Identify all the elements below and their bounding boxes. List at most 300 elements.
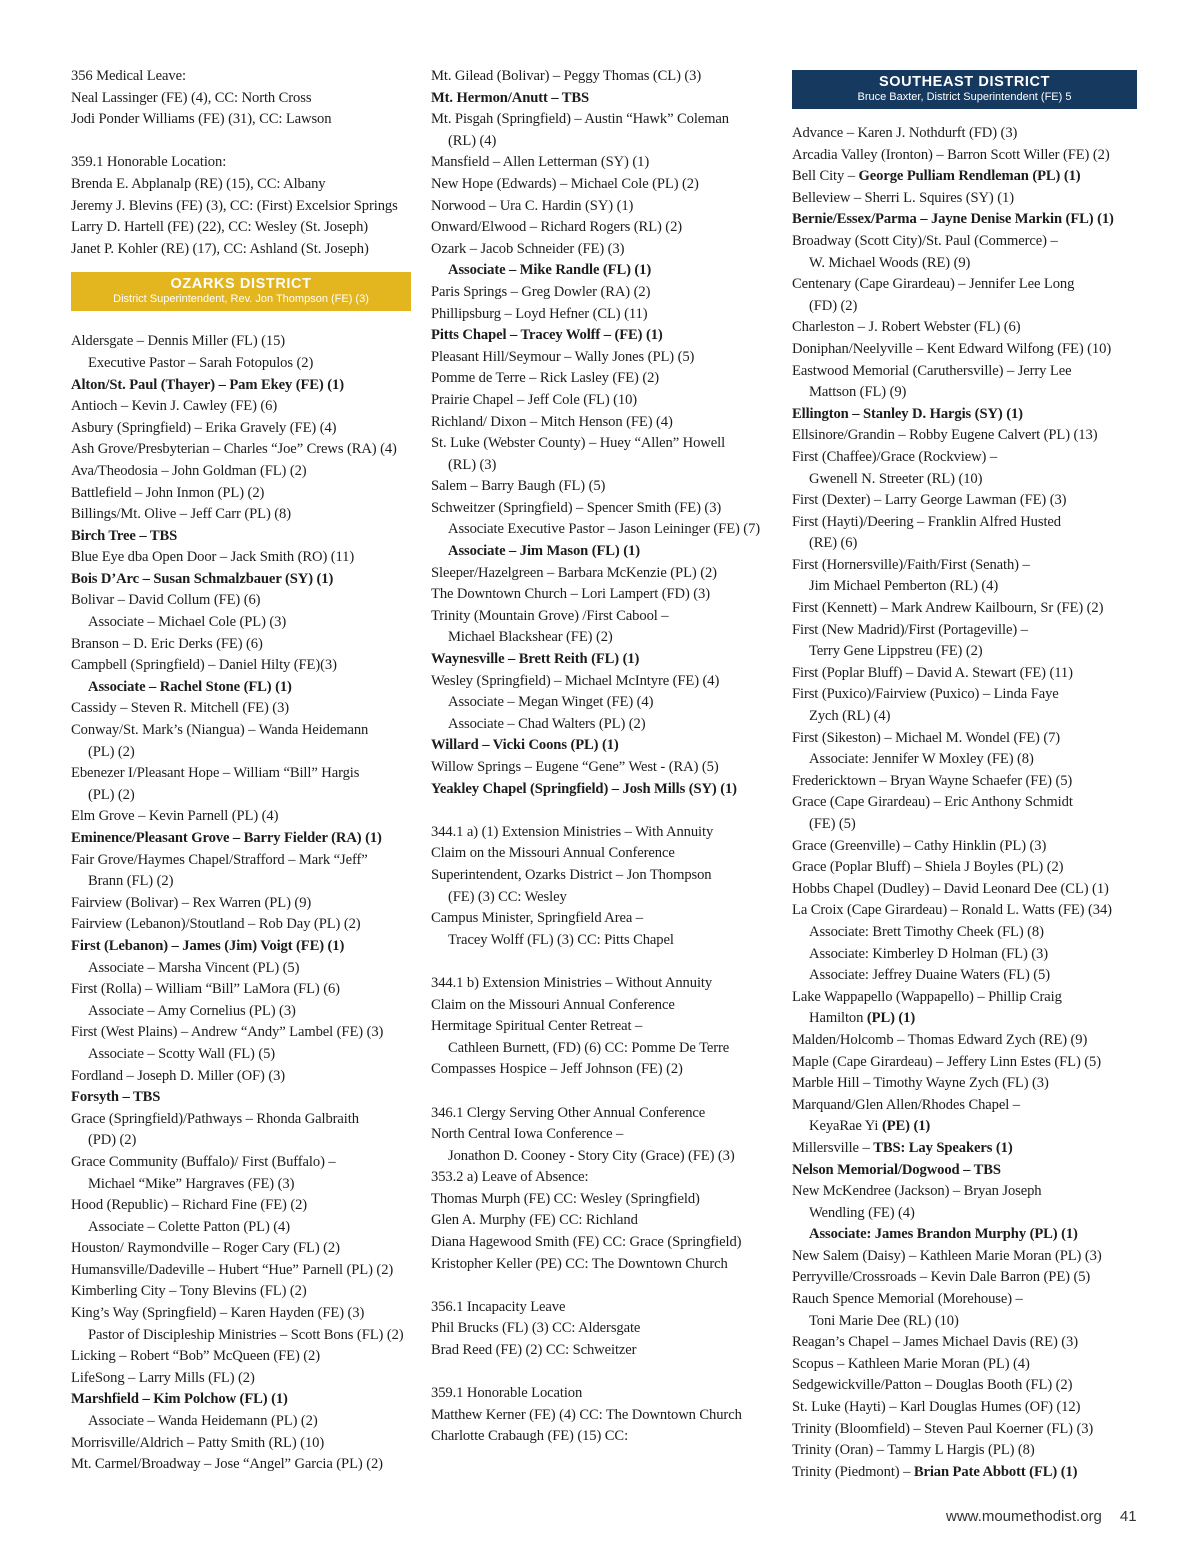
appointment-line bbox=[431, 1210, 776, 1232]
appointment-text: Superintendent, Ozarks District – Jon Thompson bbox=[431, 866, 712, 883]
appointment-text: Antioch – Kevin J. Cawley (FE) (6) bbox=[71, 398, 278, 415]
appointment-text: Thomas Murph (FE) CC: Wesley (Springfield) bbox=[431, 1190, 700, 1207]
appointment-line bbox=[71, 720, 411, 742]
appointment-continuation bbox=[71, 1001, 411, 1023]
appointment-bold-text: George Pulliam Rendleman (PL) (1) bbox=[858, 168, 1081, 185]
appointment-continuation bbox=[71, 1325, 411, 1347]
appointment-line bbox=[431, 973, 776, 995]
appointment-text: Malden/Holcomb – Thomas Edward Zych (RE) (9) bbox=[792, 1031, 1088, 1048]
appointment-text: Grace (Springfield)/Pathways – Rhonda Galbraith bbox=[71, 1110, 359, 1127]
appointment-text: Jim Michael Pemberton (RL) (4) bbox=[809, 578, 999, 595]
appointment-continuation bbox=[71, 785, 411, 807]
appointment-text: First (Kennett) – Mark Andrew Kailbourn, Sr (FE) (2) bbox=[792, 600, 1104, 617]
appointment-continuation bbox=[431, 930, 776, 952]
appointment-line bbox=[792, 231, 1137, 253]
appointment-line bbox=[71, 1281, 411, 1303]
appointment-line bbox=[431, 476, 776, 498]
appointment-text: Grace (Poplar Bluff) – Shiela J Boyles (PL) (2) bbox=[792, 859, 1064, 876]
appointment-line bbox=[431, 995, 776, 1017]
appointment-line bbox=[792, 447, 1137, 469]
appointment-line bbox=[431, 282, 776, 304]
appointment-line bbox=[71, 88, 411, 110]
appointment-text: 344.1 b) Extension Ministries – Without Annuity bbox=[431, 974, 713, 991]
appointment-text: Bernie/Essex/Parma – Jayne Denise Markin (FL) (1) bbox=[792, 211, 1114, 228]
paragraph-spacer bbox=[431, 1362, 776, 1384]
appointment-continuation bbox=[792, 296, 1137, 318]
appointment-text: Fair Grove/Haymes Chapel/Strafford – Mark “Jeff” bbox=[71, 851, 368, 868]
appointment-text: First (West Plains) – Andrew “Andy” Lambel (FE) (3) bbox=[71, 1024, 384, 1041]
appointment-text: Rauch Spence Memorial (Morehouse) – bbox=[792, 1291, 1023, 1308]
appointment-text: Trinity (Oran) – Tammy L Hargis (PL) (8) bbox=[792, 1442, 1035, 1459]
appointment-line bbox=[431, 88, 776, 110]
appointment-line bbox=[71, 526, 411, 548]
appointment-line bbox=[792, 209, 1137, 231]
appointment-text: First (New Madrid)/First (Portageville) – bbox=[792, 621, 1028, 638]
appointment-line bbox=[792, 188, 1137, 210]
appointment-line bbox=[71, 806, 411, 828]
appointment-line bbox=[792, 620, 1137, 642]
appointment-line bbox=[71, 239, 411, 261]
appointment-line bbox=[71, 174, 411, 196]
appointment-text: 353.2 a) Leave of Absence: bbox=[431, 1169, 589, 1186]
appointment-text: (PL) (2) bbox=[88, 743, 135, 760]
appointment-text: Toni Marie Dee (RL) (10) bbox=[809, 1312, 959, 1329]
appointment-line bbox=[431, 325, 776, 347]
appointment-line bbox=[431, 368, 776, 390]
appointment-text: Forsyth – TBS bbox=[71, 1089, 161, 1106]
appointment-text: Blue Eye dba Open Door – Jack Smith (RO) (11) bbox=[71, 549, 355, 566]
appointment-text: Hobbs Chapel (Dudley) – David Leonard Dee (CL) (1) bbox=[792, 880, 1109, 897]
paragraph-spacer bbox=[431, 951, 776, 973]
appointment-line bbox=[71, 655, 411, 677]
appointment-line bbox=[71, 1109, 411, 1131]
appointment-line bbox=[792, 1332, 1137, 1354]
appointment-text: (RE) (6) bbox=[809, 535, 858, 552]
appointment-text: New McKendree (Jackson) – Bryan Joseph bbox=[792, 1183, 1042, 1200]
appointment-line bbox=[792, 1181, 1137, 1203]
appointment-line bbox=[71, 936, 411, 958]
appointment-continuation bbox=[431, 1146, 776, 1168]
appointment-line bbox=[71, 439, 411, 461]
appointment-text: Prairie Chapel – Jeff Cole (FL) (10) bbox=[431, 391, 638, 408]
appointment-line bbox=[792, 1095, 1137, 1117]
appointment-line bbox=[71, 590, 411, 612]
appointment-line bbox=[792, 274, 1137, 296]
appointment-line bbox=[71, 763, 411, 785]
appointment-text: Doniphan/Neelyville – Kent Edward Wilfong (FE) (10) bbox=[792, 340, 1112, 357]
appointment-line bbox=[792, 1267, 1137, 1289]
appointment-text: Pleasant Hill/Seymour – Wally Jones (PL) (5) bbox=[431, 348, 695, 365]
appointment-line bbox=[71, 914, 411, 936]
appointment-line bbox=[71, 396, 411, 418]
appointment-line bbox=[792, 317, 1137, 339]
appointment-continuation bbox=[431, 519, 776, 541]
appointment-text: Yeakley Chapel (Springfield) – Josh Mills (SY) (1) bbox=[431, 780, 737, 797]
appointment-text: Norwood – Ura C. Hardin (SY) (1) bbox=[431, 197, 634, 214]
appointment-line bbox=[792, 490, 1137, 512]
appointment-text: Associate: Brett Timothy Cheek (FL) (8) bbox=[809, 923, 1044, 940]
appointment-line bbox=[431, 584, 776, 606]
appointment-text: Hamilton bbox=[809, 1010, 867, 1027]
district-superintendent: Bruce Baxter, District Superintendent (FE) 5 bbox=[857, 91, 1072, 103]
appointment-text: Willard – Vicki Coons (PL) (1) bbox=[431, 737, 619, 754]
appointment-line bbox=[431, 1016, 776, 1038]
appointment-text: Cassidy – Steven R. Mitchell (FE) (3) bbox=[71, 700, 290, 717]
appointment-line bbox=[71, 66, 411, 88]
appointment-continuation bbox=[431, 541, 776, 563]
appointment-text: Brann (FL) (2) bbox=[88, 873, 174, 890]
appointment-text: Pitts Chapel – Tracey Wolff – (FE) (1) bbox=[431, 327, 663, 344]
appointment-line bbox=[792, 900, 1137, 922]
appointment-text: Ellington – Stanley D. Hargis (SY) (1) bbox=[792, 405, 1023, 422]
appointment-line bbox=[431, 304, 776, 326]
appointment-continuation bbox=[792, 641, 1137, 663]
appointment-line bbox=[792, 879, 1137, 901]
appointment-line bbox=[71, 1066, 411, 1088]
appointment-line bbox=[431, 1426, 776, 1448]
appointment-text: Ozark – Jacob Schneider (FE) (3) bbox=[431, 240, 625, 257]
appointment-text: First (Sikeston) – Michael M. Wondel (FE) (7) bbox=[792, 729, 1061, 746]
appointment-text: Willow Springs – Eugene “Gene” West - (RA) (5) bbox=[431, 759, 719, 775]
appointment-text: Mt. Hermon/Anutt – TBS bbox=[431, 89, 590, 106]
appointment-line bbox=[792, 598, 1137, 620]
appointment-text: Claim on the Missouri Annual Conference bbox=[431, 996, 675, 1013]
appointment-continuation bbox=[792, 1311, 1137, 1333]
appointment-line bbox=[71, 331, 411, 353]
appointment-text: 356 Medical Leave: bbox=[71, 68, 186, 84]
appointment-text: 356.1 Incapacity Leave bbox=[431, 1298, 566, 1315]
appointment-text: Sleeper/Hazelgreen – Barbara McKenzie (PL) (2) bbox=[431, 564, 717, 581]
appointment-line bbox=[792, 1375, 1137, 1397]
appointment-text: Perryville/Crossroads – Kevin Dale Barron (PE) (5) bbox=[792, 1269, 1091, 1286]
appointment-text: Kimberling City – Tony Blevins (FL) (2) bbox=[71, 1283, 307, 1300]
appointment-text: Brad Reed (FE) (2) CC: Schweitzer bbox=[431, 1342, 637, 1359]
appointment-line bbox=[71, 375, 411, 397]
appointment-text: Associate: Kimberley D Holman (FL) (3) bbox=[809, 945, 1048, 962]
appointment-line bbox=[71, 1022, 411, 1044]
appointment-text: LifeSong – Larry Mills (FL) (2) bbox=[71, 1369, 255, 1386]
appointment-continuation bbox=[431, 714, 776, 736]
appointment-line bbox=[792, 339, 1137, 361]
appointment-bold-text: (PE) (1) bbox=[881, 1118, 931, 1135]
column-left bbox=[71, 66, 411, 1476]
appointment-continuation bbox=[792, 922, 1137, 944]
appointment-text: Licking – Robert “Bob” McQueen (FE) (2) bbox=[71, 1348, 320, 1365]
appointment-line bbox=[71, 1195, 411, 1217]
appointment-line bbox=[431, 1124, 776, 1146]
appointment-line bbox=[792, 361, 1137, 383]
appointment-text: Larry D. Hartell (FE) (22), CC: Wesley (St. Joseph) bbox=[71, 219, 369, 236]
appointment-text: (FD) (2) bbox=[809, 297, 858, 314]
appointment-line bbox=[71, 979, 411, 1001]
appointment-text: New Salem (Daisy) – Kathleen Marie Moran (PL) (3) bbox=[792, 1247, 1102, 1264]
appointment-text: Jodi Ponder Williams (FE) (31), CC: Lawson bbox=[71, 111, 332, 128]
appointment-line bbox=[792, 663, 1137, 685]
appointment-text: Fairview (Lebanon)/Stoutland – Rob Day (PL) (2) bbox=[71, 916, 361, 933]
appointment-text: Grace Community (Buffalo)/ First (Buffalo) – bbox=[71, 1153, 336, 1170]
appointment-text: Associate – Rachel Stone (FL) (1) bbox=[88, 678, 292, 695]
appointment-text: Ava/Theodosia – John Goldman (FL) (2) bbox=[71, 462, 307, 479]
appointment-text: Associate: James Brandon Murphy (PL) (1) bbox=[809, 1226, 1078, 1243]
appointment-text: Associate – Mike Randle (FL) (1) bbox=[448, 262, 652, 279]
appointment-line bbox=[71, 109, 411, 131]
appointment-line bbox=[431, 1297, 776, 1319]
appointment-line bbox=[431, 779, 776, 801]
appointment-line bbox=[792, 1462, 1137, 1484]
appointment-line bbox=[431, 1189, 776, 1211]
appointment-text: First (Chaffee)/Grace (Rockview) – bbox=[792, 448, 998, 465]
appointment-line bbox=[792, 1289, 1137, 1311]
appointment-text: Associate – Wanda Heidemann (PL) (2) bbox=[88, 1413, 318, 1430]
appointment-text: First (Dexter) – Larry George Lawman (FE) (3) bbox=[792, 492, 1067, 509]
column-middle bbox=[431, 66, 776, 1448]
appointment-line bbox=[431, 822, 776, 844]
appointment-text: Salem – Barry Baugh (FL) (5) bbox=[431, 478, 606, 495]
appointment-text: Campbell (Springfield) – Daniel Hilty (FE)(3) bbox=[71, 657, 337, 674]
appointment-line bbox=[431, 1383, 776, 1405]
appointment-text: Trinity (Mountain Grove) /First Cabool – bbox=[431, 607, 669, 624]
appointment-line bbox=[431, 196, 776, 218]
footer-website-link[interactable]: www.moumethodist.org bbox=[946, 1508, 1102, 1525]
appointment-line bbox=[431, 671, 776, 693]
appointment-text: Mattson (FL) (9) bbox=[809, 384, 907, 401]
appointment-line bbox=[431, 66, 776, 88]
appointment-text: Jonathon D. Cooney - Story City (Grace) (FE) (3) bbox=[448, 1147, 735, 1164]
appointment-line bbox=[792, 728, 1137, 750]
appointment-line bbox=[792, 1440, 1137, 1462]
appointment-continuation bbox=[792, 749, 1137, 771]
appointment-line bbox=[71, 1087, 411, 1109]
appointment-continuation bbox=[792, 944, 1137, 966]
appointment-text: Humansville/Dadeville – Hubert “Hue” Parnell (PL) (2) bbox=[71, 1261, 394, 1278]
appointment-line bbox=[71, 196, 411, 218]
appointment-text: St. Luke (Hayti) – Karl Douglas Humes (OF) (12) bbox=[792, 1399, 1081, 1416]
appointment-line bbox=[792, 792, 1137, 814]
appointment-continuation bbox=[71, 677, 411, 699]
appointment-text: Eminence/Pleasant Grove – Barry Fielder (RA) (1) bbox=[71, 830, 382, 846]
appointment-continuation bbox=[792, 1116, 1137, 1138]
appointment-text: (FE) (3) CC: Wesley bbox=[448, 888, 567, 905]
appointment-text: Michael Blackshear (FE) (2) bbox=[448, 629, 613, 646]
appointment-text: 359.1 Honorable Location: bbox=[71, 154, 227, 171]
appointment-text: Alton/St. Paul (Thayer) – Pam Ekey (FE) (1) bbox=[71, 376, 344, 393]
appointment-text: Morrisville/Aldrich – Patty Smith (RL) (10) bbox=[71, 1434, 325, 1451]
appointment-continuation bbox=[71, 871, 411, 893]
page-footer bbox=[946, 1508, 1176, 1525]
appointment-line bbox=[431, 563, 776, 585]
appointment-line bbox=[431, 1340, 776, 1362]
appointment-text: Reagan’s Chapel – James Michael Davis (RE) (3) bbox=[792, 1334, 1078, 1351]
appointment-line bbox=[71, 1303, 411, 1325]
appointment-line bbox=[431, 390, 776, 412]
appointment-text: Asbury (Springfield) – Erika Gravely (FE) (4) bbox=[71, 419, 337, 436]
appointment-line bbox=[71, 698, 411, 720]
appointment-continuation bbox=[792, 533, 1137, 555]
appointment-text: Mt. Carmel/Broadway – Jose “Angel” Garcia (PL) (2) bbox=[71, 1456, 383, 1473]
appointment-text: Janet P. Kohler (RE) (17), CC: Ashland (St. Joseph) bbox=[71, 240, 369, 257]
appointment-text: Associate – Jim Mason (FL) (1) bbox=[448, 543, 640, 560]
appointment-text: Ash Grove/Presbyterian – Charles “Joe” Crews (RA) (4) bbox=[71, 441, 397, 458]
appointment-text: Millersville – bbox=[792, 1139, 874, 1156]
appointment-text: Associate: Jennifer W Moxley (FE) (8) bbox=[809, 751, 1034, 768]
appointment-text: Wesley (Springfield) – Michael McIntyre (FE) (4) bbox=[431, 672, 720, 689]
appointment-continuation bbox=[431, 455, 776, 477]
appointment-continuation bbox=[792, 576, 1137, 598]
appointment-text: King’s Way (Springfield) – Karen Hayden (FE) (3) bbox=[71, 1305, 365, 1322]
appointment-text: Centenary (Cape Girardeau) – Jennifer Lee Long bbox=[792, 276, 1075, 293]
appointment-line bbox=[71, 1260, 411, 1282]
appointment-text: Bolivar – David Collum (FE) (6) bbox=[71, 592, 261, 609]
appointment-text: (PD) (2) bbox=[88, 1132, 137, 1149]
appointment-line bbox=[71, 1389, 411, 1411]
appointment-text: Jeremy J. Blevins (FE) (3), CC: (First) Excelsior Springs bbox=[71, 197, 398, 214]
appointment-text: Bois D’Arc – Susan Schmalzbauer (SY) (1) bbox=[71, 570, 334, 587]
appointment-line bbox=[431, 217, 776, 239]
appointment-text: Aldersgate – Dennis Miller (FL) (15) bbox=[71, 333, 286, 350]
appointment-text: Associate – Michael Cole (PL) (3) bbox=[88, 614, 287, 631]
appointment-bold-text: Brian Pate Abbott (FL) (1) bbox=[913, 1463, 1078, 1480]
appointment-text: Wendling (FE) (4) bbox=[809, 1204, 915, 1221]
appointment-continuation bbox=[431, 692, 776, 714]
appointment-text: Charlotte Crabaugh (FE) (15) CC: bbox=[431, 1428, 629, 1445]
appointment-text: Onward/Elwood – Richard Rogers (RL) (2) bbox=[431, 219, 683, 236]
appointment-line bbox=[431, 908, 776, 930]
appointment-continuation bbox=[431, 1038, 776, 1060]
appointment-text: Grace (Cape Girardeau) – Eric Anthony Schmidt bbox=[792, 794, 1073, 811]
appointment-line bbox=[431, 152, 776, 174]
appointment-line bbox=[71, 152, 411, 174]
appointment-line bbox=[431, 109, 776, 131]
appointment-line bbox=[431, 843, 776, 865]
appointment-text: First (Lebanon) – James (Jim) Voigt (FE) (1) bbox=[71, 937, 345, 954]
appointment-line bbox=[431, 1167, 776, 1189]
appointment-text: Associate – Megan Winget (FE) (4) bbox=[448, 694, 654, 711]
appointment-text: Conway/St. Mark’s (Niangua) – Wanda Heidemann bbox=[71, 722, 369, 739]
appointment-text: Bell City – bbox=[792, 168, 859, 185]
appointment-continuation bbox=[71, 1044, 411, 1066]
appointment-text: W. Michael Woods (RE) (9) bbox=[809, 254, 971, 271]
appointment-text: Associate Executive Pastor – Jason Leininger (FE) (7) bbox=[448, 521, 761, 538]
appointment-text: Claim on the Missouri Annual Conference bbox=[431, 845, 675, 862]
appointment-text: 346.1 Clergy Serving Other Annual Conference bbox=[431, 1104, 706, 1121]
appointment-line bbox=[71, 483, 411, 505]
appointment-line bbox=[792, 1354, 1137, 1376]
appointment-text: (RL) (3) bbox=[448, 456, 497, 473]
appointment-line bbox=[792, 1030, 1137, 1052]
appointment-line bbox=[792, 512, 1137, 534]
appointment-continuation bbox=[792, 965, 1137, 987]
appointment-line bbox=[792, 857, 1137, 879]
appointment-text: Elm Grove – Kevin Parnell (PL) (4) bbox=[71, 808, 279, 825]
paragraph-spacer bbox=[431, 800, 776, 822]
appointment-text: Kristopher Keller (PE) CC: The Downtown Church bbox=[431, 1255, 728, 1272]
appointment-line bbox=[71, 634, 411, 656]
appointment-continuation bbox=[792, 1224, 1137, 1246]
appointment-text: Glen A. Murphy (FE) CC: Richland bbox=[431, 1212, 638, 1229]
appointment-line bbox=[792, 1246, 1137, 1268]
appointment-line bbox=[71, 504, 411, 526]
appointment-continuation bbox=[431, 260, 776, 282]
appointment-text: Associate – Marsha Vincent (PL) (5) bbox=[88, 959, 300, 976]
appointment-text: Branson – D. Eric Derks (FE) (6) bbox=[71, 635, 263, 652]
appointment-continuation bbox=[71, 742, 411, 764]
district-title: OZARKS DISTRICT bbox=[170, 276, 312, 293]
appointment-line bbox=[431, 1232, 776, 1254]
appointment-text: First (Puxico)/Fairview (Puxico) – Linda Faye bbox=[792, 686, 1059, 703]
appointment-line bbox=[431, 498, 776, 520]
appointment-line bbox=[71, 1346, 411, 1368]
appointment-continuation bbox=[431, 627, 776, 649]
appointment-line bbox=[431, 1103, 776, 1125]
appointment-text: Waynesville – Brett Reith (FL) (1) bbox=[431, 651, 640, 668]
appointment-text: KeyaRae Yi bbox=[809, 1118, 882, 1135]
appointment-text: Pastor of Discipleship Ministries – Scott Bons (FL) (2) bbox=[88, 1326, 404, 1343]
appointment-text: Mansfield – Allen Letterman (SY) (1) bbox=[431, 154, 650, 171]
appointment-text: 344.1 a) (1) Extension Ministries – With Annuity bbox=[431, 823, 714, 840]
appointment-line bbox=[71, 217, 411, 239]
paragraph-spacer bbox=[71, 131, 411, 153]
appointment-continuation bbox=[71, 1130, 411, 1152]
appointment-text: Trinity (Bloomfield) – Steven Paul Koerner (FL) (3) bbox=[792, 1420, 1094, 1437]
appointment-line bbox=[71, 1433, 411, 1455]
appointment-line bbox=[71, 569, 411, 591]
appointment-text: Marble Hill – Timothy Wayne Zych (FL) (3) bbox=[792, 1075, 1049, 1092]
appointment-line bbox=[792, 1073, 1137, 1095]
appointment-line bbox=[792, 771, 1137, 793]
appointment-text: Associate – Chad Walters (PL) (2) bbox=[448, 715, 646, 732]
appointment-text: Lake Wappapello (Wappapello) – Phillip Craig bbox=[792, 988, 1062, 1005]
appointment-bold-text: TBS: Lay Speakers (1) bbox=[873, 1139, 1013, 1156]
appointment-text: Marshfield – Kim Polchow (FL) (1) bbox=[71, 1391, 288, 1408]
appointment-line bbox=[792, 1397, 1137, 1419]
appointment-continuation bbox=[71, 1411, 411, 1433]
appointment-continuation bbox=[792, 1203, 1137, 1225]
appointment-text: Zych (RL) (4) bbox=[809, 708, 891, 725]
appointment-text: (PL) (2) bbox=[88, 786, 135, 803]
appointment-text: Associate – Scotty Wall (FL) (5) bbox=[88, 1045, 276, 1062]
appointment-text: Billings/Mt. Olive – Jeff Carr (PL) (8) bbox=[71, 506, 291, 523]
appointment-text: Belleview – Sherri L. Squires (SY) (1) bbox=[792, 189, 1014, 206]
appointment-line bbox=[71, 893, 411, 915]
appointment-text: Mt. Pisgah (Springfield) – Austin “Hawk” Coleman bbox=[431, 111, 729, 128]
appointment-line bbox=[792, 987, 1137, 1009]
appointment-line bbox=[792, 684, 1137, 706]
appointment-text: First (Poplar Bluff) – David A. Stewart (FE) (11) bbox=[792, 664, 1073, 681]
appointment-line bbox=[431, 239, 776, 261]
appointment-text: Battlefield – John Inmon (PL) (2) bbox=[71, 484, 265, 501]
appointment-text: Associate: Jeffrey Duaine Waters (FL) (5) bbox=[809, 967, 1050, 984]
appointment-text: Phillipsburg – Loyd Hefner (CL) (11) bbox=[431, 305, 648, 322]
district-header bbox=[792, 70, 1137, 109]
appointment-text: The Downtown Church – Lori Lampert (FD) (3) bbox=[431, 586, 710, 603]
appointment-line bbox=[431, 757, 776, 779]
appointment-text: Arcadia Valley (Ironton) – Barron Scott Willer (FE) (2) bbox=[792, 146, 1110, 163]
appointment-text: Marquand/Glen Allen/Rhodes Chapel – bbox=[792, 1096, 1020, 1113]
appointment-text: Grace (Greenville) – Cathy Hinklin (PL) (3) bbox=[792, 837, 1047, 854]
appointment-text: La Croix (Cape Girardeau) – Ronald L. Watts (FE) (34) bbox=[792, 902, 1112, 919]
appointment-text: Sedgewickville/Patton – Douglas Booth (FL) (2) bbox=[792, 1377, 1073, 1394]
appointment-text: Cathleen Burnett, (FD) (6) CC: Pomme De Terre bbox=[448, 1039, 730, 1056]
appointment-text: First (Hayti)/Deering – Franklin Alfred Husted bbox=[792, 513, 1061, 530]
appointment-line bbox=[431, 433, 776, 455]
appointment-continuation bbox=[71, 958, 411, 980]
appointment-line bbox=[71, 1368, 411, 1390]
appointment-text: Diana Hagewood Smith (FE) CC: Grace (Springfield) bbox=[431, 1234, 742, 1251]
appointment-line bbox=[792, 166, 1137, 188]
appointment-continuation bbox=[792, 814, 1137, 836]
appointment-text: 359.1 Honorable Location bbox=[431, 1385, 583, 1402]
appointment-text: (FE) (5) bbox=[809, 816, 856, 832]
